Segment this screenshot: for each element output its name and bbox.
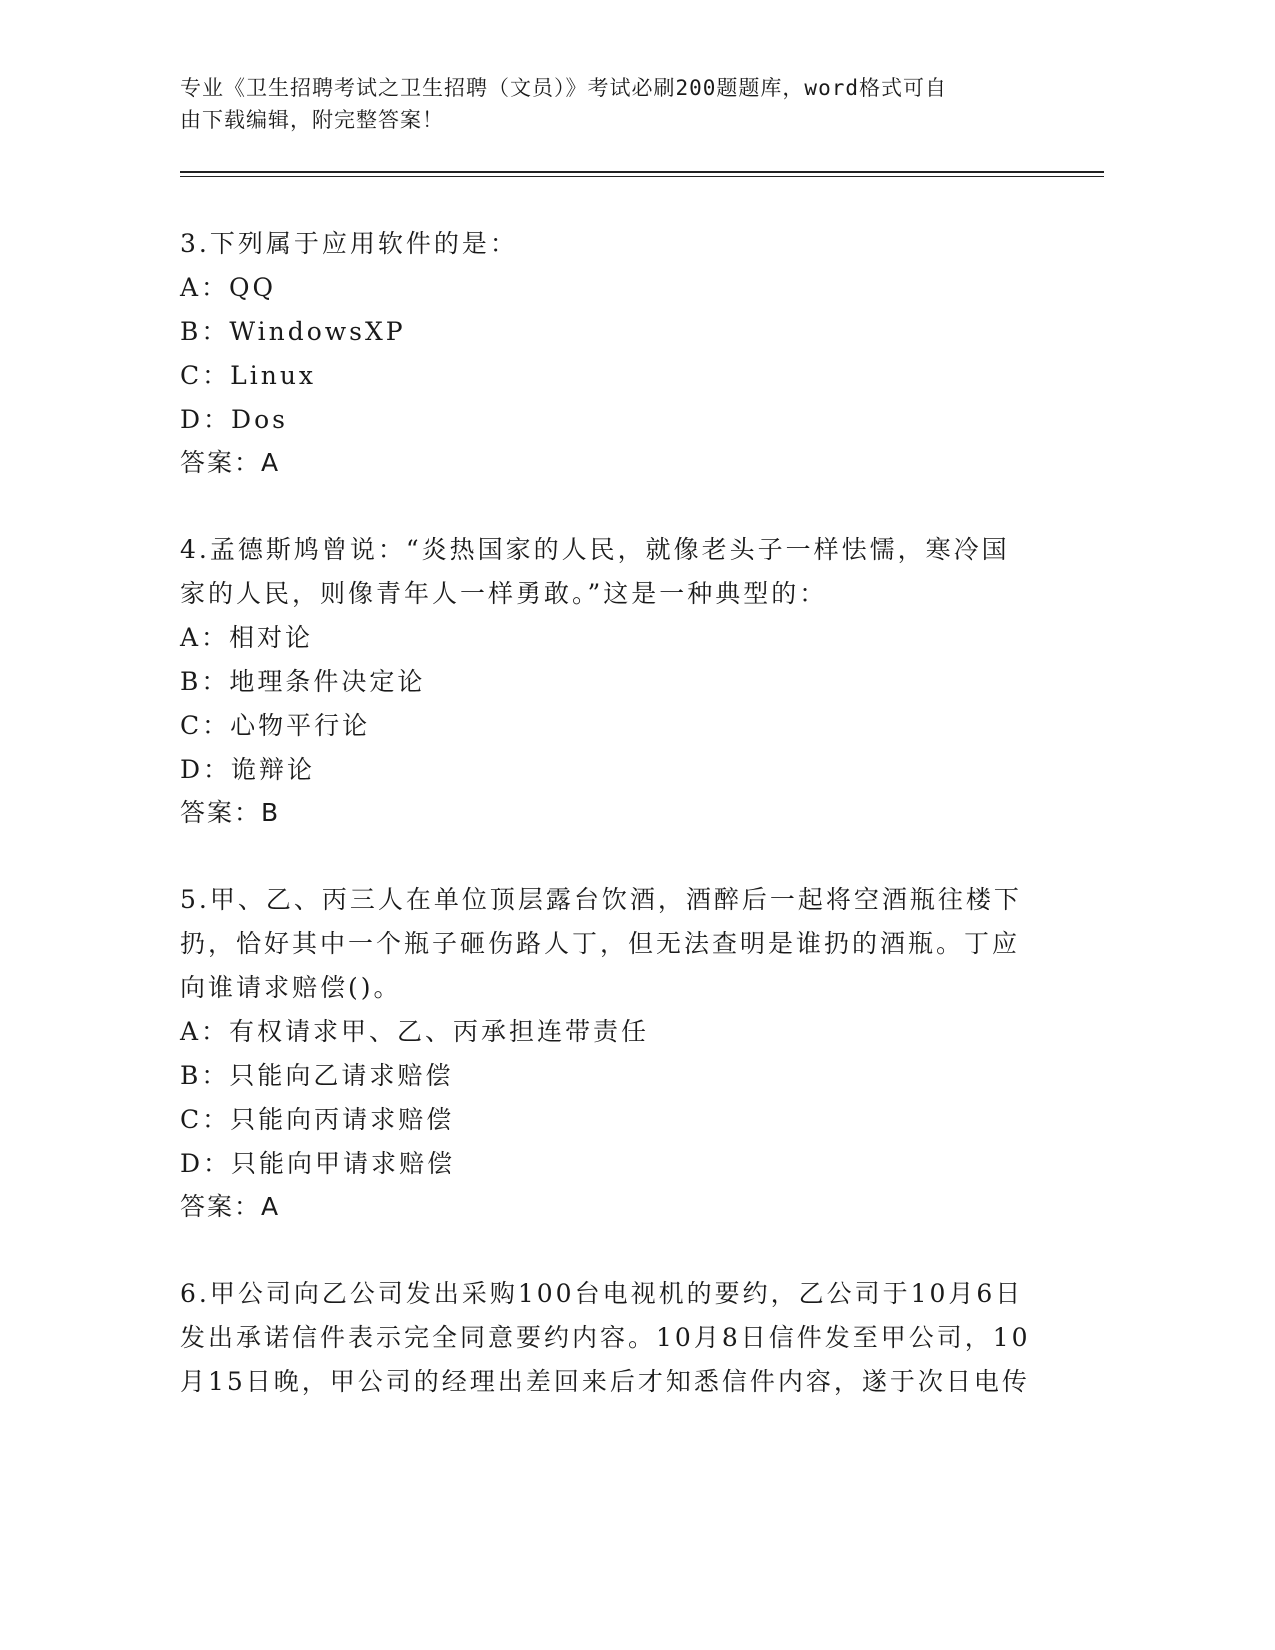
option-c: C：只能向丙请求赔偿 bbox=[180, 1105, 455, 1134]
option-c: C：Linux bbox=[180, 361, 317, 390]
question-item bbox=[180, 528, 1040, 834]
question-item bbox=[180, 878, 1040, 1228]
option-b: B：WindowsXP bbox=[180, 317, 406, 346]
document-header bbox=[180, 72, 1040, 136]
option-a: A：QQ bbox=[180, 273, 277, 302]
option-d: D：诡辩论 bbox=[180, 755, 316, 784]
header-line-1: 专业《卫生招聘考试之卫生招聘（文员）》考试必刷200题题库，word格式可自 bbox=[180, 76, 947, 100]
answer-line: 答案：A bbox=[180, 448, 281, 477]
question-stem-cont: 月15日晚，甲公司的经理出差回来后才知悉信件内容，遂于次日电传 bbox=[180, 1367, 1030, 1396]
option-b: B：只能向乙请求赔偿 bbox=[180, 1061, 454, 1090]
question-item bbox=[180, 1272, 1040, 1404]
question-stem: 3.下列属于应用软件的是： bbox=[180, 229, 518, 258]
question-stem: 6.甲公司向乙公司发出采购100台电视机的要约，乙公司于10月6日 bbox=[180, 1279, 1024, 1308]
question-stem: 4.孟德斯鸠曾说：“炎热国家的人民，就像老头子一样怯懦，寒冷国 bbox=[180, 535, 1010, 564]
question-list bbox=[180, 222, 1040, 1404]
spacer bbox=[180, 484, 1040, 528]
answer-line: 答案：B bbox=[180, 798, 281, 827]
answer-line: 答案：A bbox=[180, 1192, 281, 1221]
option-b: B：地理条件决定论 bbox=[180, 667, 426, 696]
header-line-2: 由下载编辑，附完整答案！ bbox=[180, 108, 444, 132]
question-stem-cont: 家的人民，则像青年人一样勇敢。”这是一种典型的： bbox=[180, 579, 828, 608]
option-a: A：有权请求甲、乙、丙承担连带责任 bbox=[180, 1017, 650, 1046]
question-stem: 5.甲、乙、丙三人在单位顶层露台饮酒，酒醉后一起将空酒瓶往楼下 bbox=[180, 885, 1022, 914]
question-item bbox=[180, 222, 1040, 484]
option-a: A：相对论 bbox=[180, 623, 314, 652]
header-divider bbox=[180, 171, 1104, 173]
question-stem-cont: 向谁请求赔偿()。 bbox=[180, 973, 402, 1002]
option-d: D：只能向甲请求赔偿 bbox=[180, 1149, 456, 1178]
option-d: D：Dos bbox=[180, 405, 288, 434]
question-stem-cont: 发出承诺信件表示完全同意要约内容。10月8日信件发至甲公司，10 bbox=[180, 1323, 1031, 1352]
question-stem-cont: 扔，恰好其中一个瓶子砸伤路人丁，但无法查明是谁扔的酒瓶。丁应 bbox=[180, 929, 1021, 958]
spacer bbox=[180, 1228, 1040, 1272]
spacer bbox=[180, 834, 1040, 878]
option-c: C：心物平行论 bbox=[180, 711, 371, 740]
header-divider-thin bbox=[180, 176, 1104, 177]
